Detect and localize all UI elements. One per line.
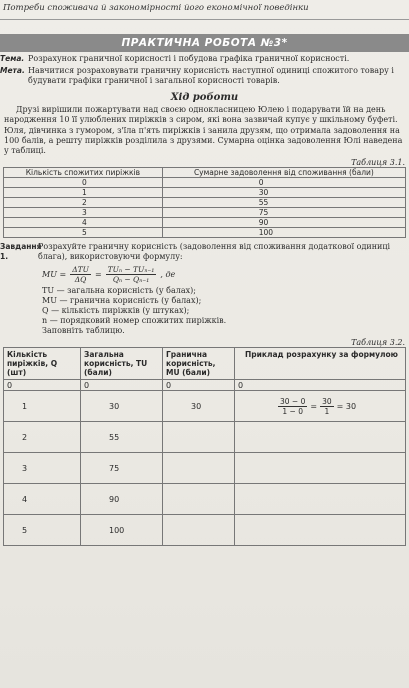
- formula-numerator: TUₙ − TUₙ₋₁: [107, 265, 155, 275]
- table-cell: 2: [4, 422, 81, 453]
- table-cell: [163, 515, 235, 546]
- table-cell: 0: [4, 178, 163, 188]
- table-cell: [163, 422, 235, 453]
- practical-work-banner: ПРАКТИЧНА РОБОТА №3*: [0, 34, 409, 52]
- table2-header-q: Кількість пиріжків, Q (шт): [4, 348, 81, 380]
- table-row: [4, 188, 406, 198]
- table-row: [4, 228, 406, 238]
- table-row: [4, 218, 406, 228]
- table-cell: [163, 484, 235, 515]
- table-cell: 55: [162, 198, 405, 208]
- formula-tail: , де: [160, 270, 176, 280]
- table-row: [4, 208, 406, 218]
- example-fraction-1: [278, 397, 307, 416]
- table-cell: 2: [4, 198, 163, 208]
- table-cell: [235, 422, 406, 453]
- table-cell: 30: [163, 391, 235, 422]
- table-cell: [235, 484, 406, 515]
- topic-row: [0, 54, 409, 64]
- table-cell: 0: [163, 380, 235, 391]
- table-cell: 30: [81, 391, 163, 422]
- definition-tu: TU — загальна корисність (у балах);: [42, 286, 196, 296]
- table-cell: 0: [81, 380, 163, 391]
- table-cell: 4: [4, 484, 81, 515]
- goal-row: [0, 66, 409, 86]
- table1-header-row: [4, 168, 406, 178]
- example-numerator: 30: [322, 396, 332, 406]
- table-cell: 100: [81, 515, 163, 546]
- table-row: [4, 453, 406, 484]
- table2-header-row: [4, 348, 406, 380]
- table1-header-quantity: Кількість спожитих пиріжків: [4, 168, 163, 178]
- table-row: [4, 380, 406, 391]
- mu-formula: [42, 265, 409, 284]
- formula-denominator: ΔQ: [74, 275, 87, 285]
- definition-n: n — порядковий номер спожитих пиріжків.: [42, 316, 227, 326]
- fill-instruction: Заповніть таблицю.: [42, 326, 125, 336]
- formula-denominator: Qₙ − Qₙ₋₁: [112, 275, 150, 285]
- table-row: [4, 391, 406, 422]
- task-text: Розрахуйте граничну корисність (задоволення від споживання додаткової одиниці блага), використовуючи формулу:: [38, 242, 391, 262]
- task-label: Завдання 1.: [0, 242, 42, 262]
- topic-text: Розрахунок граничної корисності і побудова графіка граничної корисності.: [28, 54, 350, 63]
- table2-header-example: Приклад розрахунку за формулою: [235, 348, 406, 380]
- table-cell: 0: [235, 380, 406, 391]
- example-denominator: 1: [324, 406, 330, 416]
- table-cell: 75: [81, 453, 163, 484]
- table-row: [4, 422, 406, 453]
- table-3-1: [3, 167, 406, 238]
- section-title: Хід роботи: [170, 92, 239, 103]
- table-cell: 5: [4, 515, 81, 546]
- table-cell: 1: [4, 391, 81, 422]
- topic-label: Тема.: [0, 54, 25, 63]
- table-row: [4, 178, 406, 188]
- task-1: [0, 242, 409, 262]
- example-equals: =: [310, 401, 318, 411]
- formula-fraction-n: [106, 265, 157, 284]
- definition-q: Q — кількість пиріжків (у штуках);: [42, 306, 190, 316]
- formula-lhs: MU =: [42, 270, 67, 280]
- table1-caption: Таблиця 3.1.: [351, 158, 405, 168]
- table-3-2: [3, 347, 406, 546]
- table1-header-satisfaction: Сумарне задоволення від споживання (бали): [162, 168, 405, 178]
- table-cell: 5: [4, 228, 163, 238]
- goal-label: Мета.: [0, 66, 25, 75]
- table2-header-mu: Гранична корисність, MU (бали): [163, 348, 235, 380]
- formula-equals: =: [94, 270, 102, 280]
- table-cell: 1: [4, 188, 163, 198]
- table-cell: 75: [162, 208, 405, 218]
- table-cell: 90: [81, 484, 163, 515]
- table-cell: 0: [162, 178, 405, 188]
- intro-paragraph: Друзі вирішили пожартувати над своєю однокласницею Юлею і подарувати їй на день народження 10 її улюблених пиріжків з сиром, які вона зазвичай купує у шкільному буфеті. Юля, дівчинка з гумором, з'їла п'ять пиріжків і занила друзям, що отримала задоволення на 100 балів, а решту пиріжків розділила з друзями. Сумарна оцінка задоволення Юлі наведена у таблиці.: [4, 105, 403, 156]
- formula-definitions: [42, 286, 409, 336]
- table2-caption: Таблиця 3.2.: [351, 338, 405, 348]
- table-row: [4, 198, 406, 208]
- formula-fraction-delta: [70, 265, 91, 284]
- table-cell: 3: [4, 208, 163, 218]
- table-cell: [235, 453, 406, 484]
- table-cell: 3: [4, 453, 81, 484]
- goal-text: Навчитися розраховувати граничну корисність наступної одиниці спожитого товару і будувати графіки граничної і загальної корисності товарів.: [28, 66, 394, 85]
- table2-header-tu: Загальна корисність, TU (бали): [81, 348, 163, 380]
- table-cell: 0: [4, 380, 81, 391]
- table-cell: 30: [162, 188, 405, 198]
- running-header: Потреби споживача й закономірності його економічної поведінки: [0, 0, 409, 20]
- table-cell: 55: [81, 422, 163, 453]
- example-denominator: 1 − 0: [282, 406, 303, 416]
- example-result: = 30: [336, 401, 357, 411]
- table-row: [4, 484, 406, 515]
- example-calculation: [238, 397, 402, 416]
- table-cell: [235, 515, 406, 546]
- table-cell: 90: [162, 218, 405, 228]
- table-cell: 100: [162, 228, 405, 238]
- table-cell: [163, 453, 235, 484]
- example-numerator: 30 − 0: [280, 396, 306, 406]
- table-cell: [235, 391, 406, 422]
- definition-mu: MU — гранична корисність (у балах);: [42, 296, 202, 306]
- table-row: [4, 515, 406, 546]
- formula-numerator: ΔTU: [72, 265, 89, 275]
- example-fraction-2: [320, 397, 334, 416]
- table-cell: 4: [4, 218, 163, 228]
